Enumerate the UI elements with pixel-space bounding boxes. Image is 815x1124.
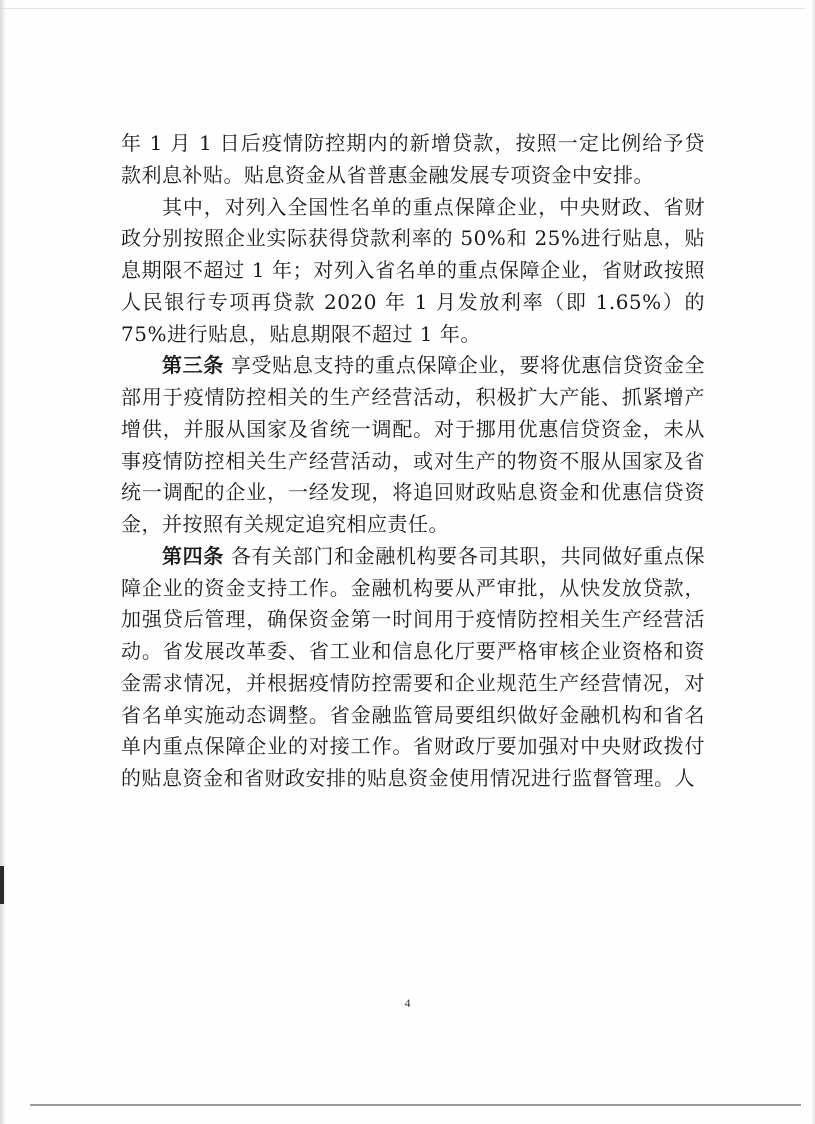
article-3-label: 第三条 bbox=[162, 353, 224, 378]
paragraph-article-3 bbox=[121, 350, 705, 541]
paragraph-continuation bbox=[121, 128, 705, 192]
scan-binding-mark bbox=[0, 866, 4, 904]
scan-top-edge bbox=[0, 8, 805, 9]
paragraph-text: 各有关部门和金融机构要各司其职，共同做好重点保障企业的资金支持工作。金融机构要从严审批，从快发放贷款，加强贷后管理，确保资金第一时间用于疫情防控相关生产经营活动。省发展改革委、省工业和信息化厅要严格审核企业资格和资金需求情况，并根据疫情防控需要和企业规范生产经营情况，对省名单实施动态调整。省金融监管局要组织做好金融机构和省名单内重点保障企业的对接工作。省财政厅要加强对中央财政拨付的贴息资金和省财政安排的贴息资金使用情况进行监督管理。人 bbox=[121, 543, 706, 790]
paragraph-text: 享受贴息支持的重点保障企业，要将优惠信贷资金全部用于疫情防控相关的生产经营活动，积极扩大产能、抓紧增产增供，并服从国家及省统一调配。对于挪用优惠信贷资金，未从事疫情防控相关生产经营活动，或对生产的物资不服从国家及省统一调配的企业，一经发现，将追回财政贴息资金和优惠信贷资金，并按照有关规定追究相应责任。 bbox=[121, 353, 706, 536]
article-4-label: 第四条 bbox=[162, 543, 224, 568]
scan-bottom-edge bbox=[30, 1104, 801, 1106]
paragraph-subsidy-rates bbox=[121, 192, 705, 351]
document-body bbox=[121, 128, 705, 795]
scan-right-edge bbox=[811, 0, 815, 1124]
paragraph-article-4 bbox=[121, 541, 705, 795]
paragraph-text: 其中，对列入全国性名单的重点保障企业，中央财政、省财政分别按照企业实际获得贷款利率的 50%和 25%进行贴息，贴息期限不超过 1 年；对列入省名单的重点保障企业，省财政按照人民银行专项再贷款 2020 年 1 月发放利率（即 1.65%）的 75%进行贴息，贴息期限不超过 1 年。 bbox=[121, 194, 705, 346]
paragraph-text: 年 1 月 1 日后疫情防控期内的新增贷款，按照一定比例给予贷款利息补贴。贴息资金从省普惠金融发展专项资金中安排。 bbox=[121, 131, 705, 187]
scan-left-edge bbox=[0, 0, 6, 1124]
page-number: 4 bbox=[404, 996, 411, 1010]
